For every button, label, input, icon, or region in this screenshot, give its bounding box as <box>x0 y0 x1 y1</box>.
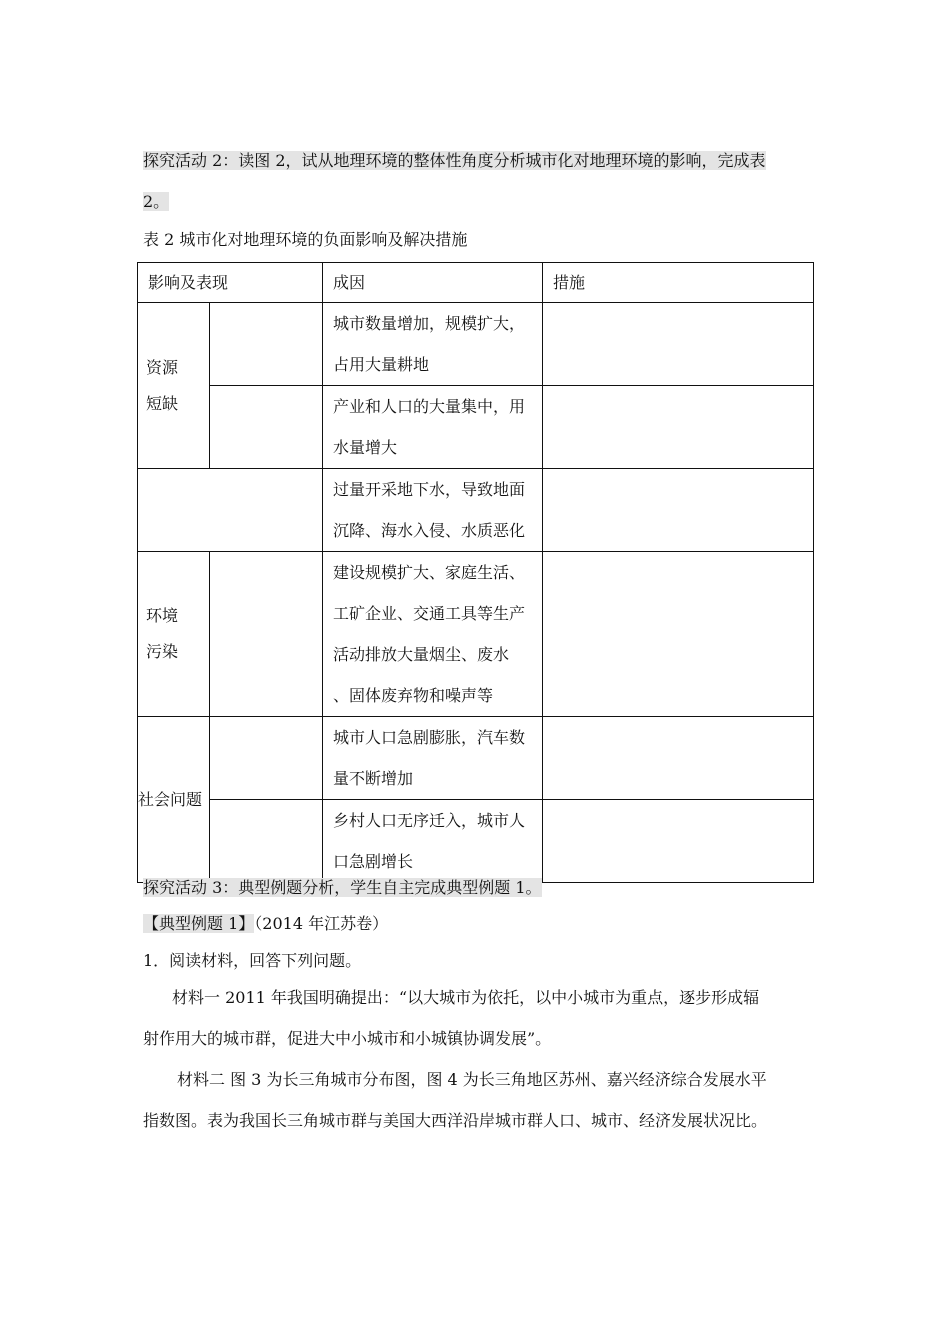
example1-heading <box>143 913 388 935</box>
measure-cell[interactable] <box>543 303 814 386</box>
table-row <box>138 469 814 552</box>
table-row <box>138 303 814 386</box>
cause-cell: 城市人口急剧膨胀，汽车数 量不断增加 <box>323 717 543 800</box>
material2-line1: 材料二 图 3 为长三角城市分布图，图 4 为长三角地区苏州、嘉兴经济综合发展水平 <box>177 1070 767 1089</box>
activity2-line1: 探究活动 2：读图 2，试从地理环境的整体性角度分析城市化对地理环境的影响，完成表 <box>143 151 766 170</box>
impact-cell[interactable] <box>210 717 323 800</box>
material1-line1: 材料一 2011 年我国明确提出：“以大城市为依托，以中小城市为重点，逐步形成辐 <box>172 988 760 1007</box>
category-environment-pollution: 环境 污染 <box>138 552 210 717</box>
header-measure: 措施 <box>543 263 814 303</box>
example1-source: （2014 年江苏卷） <box>254 914 389 933</box>
cause-cell: 乡村人口无序迁入，城市人 口急剧增长 <box>323 800 543 883</box>
header-cause: 成因 <box>323 263 543 303</box>
measure-cell[interactable] <box>543 717 814 800</box>
material2-line2: 指数图。表为我国长三角城市群与美国大西洋沿岸城市群人口、城市、经济发展状况比。 <box>143 1111 768 1130</box>
table-row <box>138 552 814 717</box>
table2-caption: 表 2 城市化对地理环境的负面影响及解决措施 <box>143 230 468 249</box>
category-resource-shortage: 资源 短缺 <box>138 303 210 469</box>
impact-cell[interactable] <box>210 303 323 386</box>
cause-cell: 过量开采地下水，导致地面 沉降、海水入侵、水质恶化 <box>323 469 543 552</box>
table-header-row <box>138 263 814 303</box>
measure-cell[interactable] <box>543 386 814 469</box>
cause-cell: 产业和人口的大量集中，用 水量增大 <box>323 386 543 469</box>
table-row <box>138 800 814 883</box>
table-row <box>138 717 814 800</box>
header-impact: 影响及表现 <box>138 263 323 303</box>
impact-cell[interactable] <box>210 386 323 469</box>
example1-title: 【典型例题 1】 <box>143 914 255 933</box>
measure-cell[interactable] <box>543 552 814 717</box>
category-social-problems: 社会问题 <box>138 717 210 883</box>
impact-cell[interactable] <box>210 552 323 717</box>
activity2-line2: 2。 <box>143 192 170 211</box>
cause-cell: 城市数量增加，规模扩大， 占用大量耕地 <box>323 303 543 386</box>
impact-cell[interactable] <box>210 800 323 883</box>
activity3-line: 探究活动 3：典型例题分析，学生自主完成典型例题 1。 <box>143 878 542 897</box>
impact-cell[interactable] <box>138 469 323 552</box>
measure-cell[interactable] <box>543 800 814 883</box>
cause-cell: 建设规模扩大、家庭生活、 工矿企业、交通工具等生产 活动排放大量烟尘、废水 、固体废弃物和噪声等 <box>323 552 543 717</box>
measure-cell[interactable] <box>543 469 814 552</box>
material1-line2: 射作用大的城市群，促进大中小城市和小城镇协调发展”。 <box>143 1029 552 1048</box>
table-2 <box>137 262 814 883</box>
example1-question: 1．阅读材料，回答下列问题。 <box>143 951 362 970</box>
table-row <box>138 386 814 469</box>
